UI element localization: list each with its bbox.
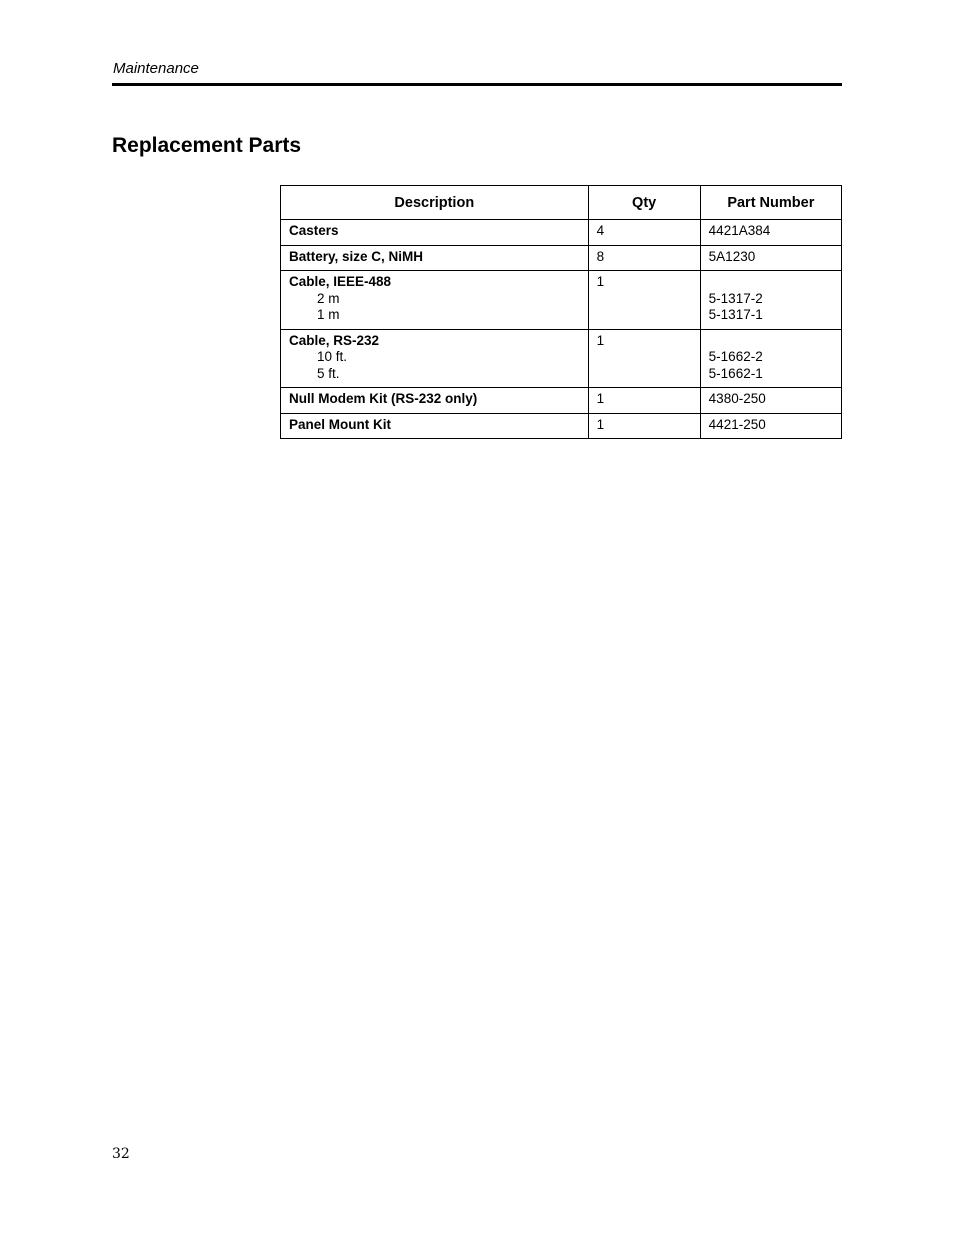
- part-number-cell: [700, 413, 841, 439]
- qty-cell: [588, 220, 700, 246]
- description-cell: [281, 271, 589, 330]
- table-row: [281, 388, 842, 414]
- part-variant: 5 ft.: [317, 365, 340, 381]
- table-header-row: [281, 186, 842, 220]
- page-title: Replacement Parts: [112, 134, 302, 157]
- running-header: Maintenance: [113, 60, 199, 77]
- part-variant: 1 m: [317, 307, 340, 322]
- qty-cell: [588, 271, 700, 330]
- part-number: 5-1317-2: [708, 290, 763, 306]
- part-qty: 1: [596, 391, 605, 406]
- part-number: 5-1317-1: [708, 307, 763, 322]
- part-description: Casters: [289, 223, 339, 238]
- header-rule: [112, 83, 842, 86]
- part-description: Null Modem Kit (RS-232 only): [289, 391, 478, 406]
- part-number-cell: [700, 329, 841, 388]
- column-header-qty: Qty: [588, 186, 700, 220]
- table-row: [281, 220, 842, 246]
- part-qty: 1: [596, 416, 605, 432]
- description-cell: [281, 388, 589, 414]
- part-number: 5-1662-1: [708, 365, 763, 381]
- page-number: 32: [112, 1146, 130, 1162]
- part-qty: 1: [596, 274, 605, 289]
- part-description: Panel Mount Kit: [289, 416, 391, 432]
- description-cell: [281, 245, 589, 271]
- qty-cell: [588, 245, 700, 271]
- part-description: Cable, RS-232: [289, 332, 380, 348]
- part-description: Cable, IEEE-488: [289, 274, 392, 289]
- part-number-cell: [700, 388, 841, 414]
- part-number-cell: [700, 245, 841, 271]
- part-qty: 8: [596, 248, 605, 264]
- part-description: Battery, size C, NiMH: [289, 248, 424, 264]
- part-number: 4421-250: [708, 416, 766, 432]
- qty-cell: [588, 413, 700, 439]
- table-row: [281, 245, 842, 271]
- part-variant: 2 m: [317, 290, 340, 306]
- part-qty: 1: [596, 332, 605, 348]
- column-header-part-number: Part Number: [700, 186, 841, 220]
- replacement-parts-table: [280, 185, 842, 439]
- part-number-cell: [700, 271, 841, 330]
- part-qty: 4: [596, 223, 605, 238]
- part-number: 4380-250: [708, 391, 766, 406]
- spacer: [709, 274, 834, 291]
- table-row: [281, 413, 842, 439]
- part-number: 5-1662-2: [708, 349, 763, 364]
- table-row: [281, 329, 842, 388]
- column-header-description: Description: [281, 186, 589, 220]
- description-cell: [281, 220, 589, 246]
- part-number-cell: [700, 220, 841, 246]
- table-row: [281, 271, 842, 330]
- part-number: 5A1230: [708, 248, 756, 264]
- qty-cell: [588, 388, 700, 414]
- part-number: 4421A384: [708, 223, 771, 238]
- description-cell: [281, 413, 589, 439]
- description-cell: [281, 329, 589, 388]
- spacer: [709, 333, 834, 350]
- part-variant: 10 ft.: [317, 349, 348, 364]
- qty-cell: [588, 329, 700, 388]
